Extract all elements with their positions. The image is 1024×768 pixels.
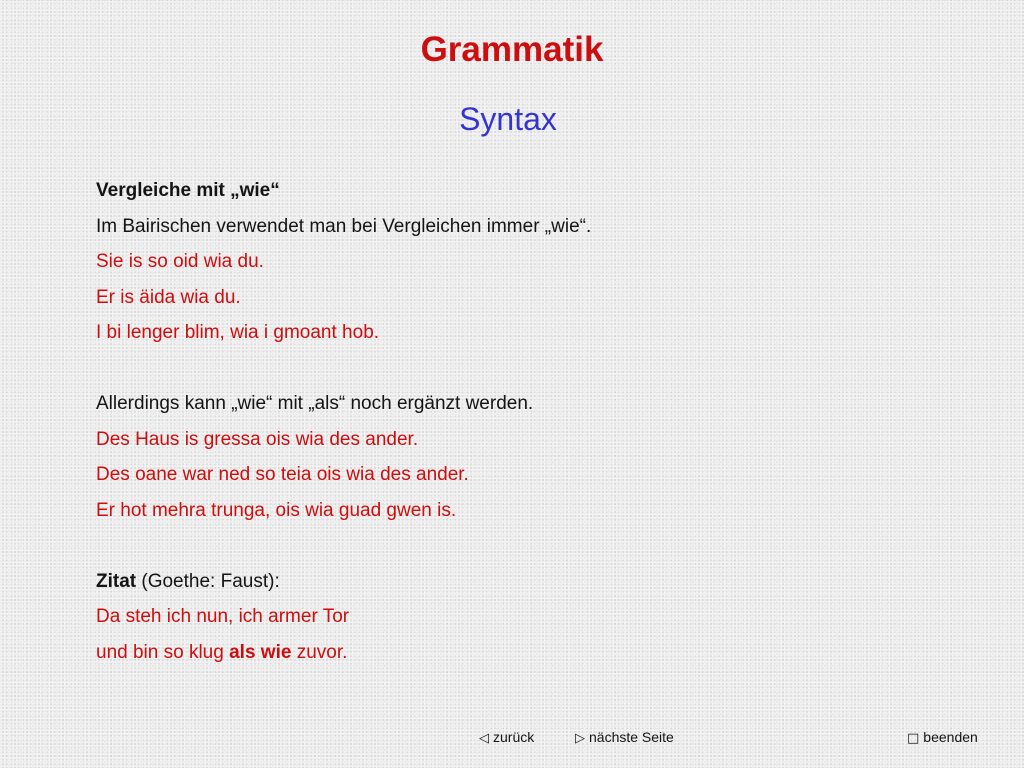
quote-emphasis: als wie [229, 641, 292, 663]
end-label: beenden [923, 729, 978, 745]
triangle-left-outline-icon: ◁ [479, 731, 489, 746]
example-sentence: I bi lenger blim, wia i gmoant hob. [96, 322, 380, 343]
page-title: Grammatik [420, 30, 604, 69]
end-button[interactable] [907, 729, 978, 746]
triangle-right-outline-icon: ▷ [575, 731, 585, 746]
slide-content [96, 173, 996, 670]
section-intro: Im Bairischen verwendet man bei Vergleichen immer „wie“. [96, 215, 592, 237]
example-sentence: Er is äida wia du. [96, 286, 241, 308]
spacer [96, 351, 996, 387]
example-sentence: Er hot mehra trunga, ois wia guad gwen is. [96, 499, 457, 521]
quote-label: Zitat [96, 570, 137, 592]
example-sentence: Des Haus is gressa ois wia des ander. [96, 428, 419, 450]
page-subtitle: Syntax [459, 101, 557, 137]
quote-heading [96, 564, 996, 600]
back-button[interactable] [479, 729, 534, 746]
quote-text: und bin so klug [96, 641, 230, 663]
quote-line [96, 635, 996, 671]
section-heading: Vergleiche mit „wie“ [96, 180, 280, 201]
example-sentence: Des oane war ned so teia ois wia des ander. [96, 464, 469, 485]
quote-source: (Goethe: Faust): [136, 570, 280, 592]
example-sentence: Sie is so oid wia du. [96, 251, 264, 272]
quote-text: zuvor. [291, 641, 348, 663]
back-label: zurück [493, 729, 535, 745]
quote-line: Da steh ich nun, ich armer Tor [96, 606, 350, 627]
next-page-button[interactable] [575, 729, 674, 746]
spacer [96, 528, 996, 564]
section-intro: Allerdings kann „wie“ mit „als“ noch ergänzt werden. [96, 393, 534, 414]
next-label: nächste Seite [589, 729, 674, 745]
square-outline-icon: □ [907, 731, 920, 746]
